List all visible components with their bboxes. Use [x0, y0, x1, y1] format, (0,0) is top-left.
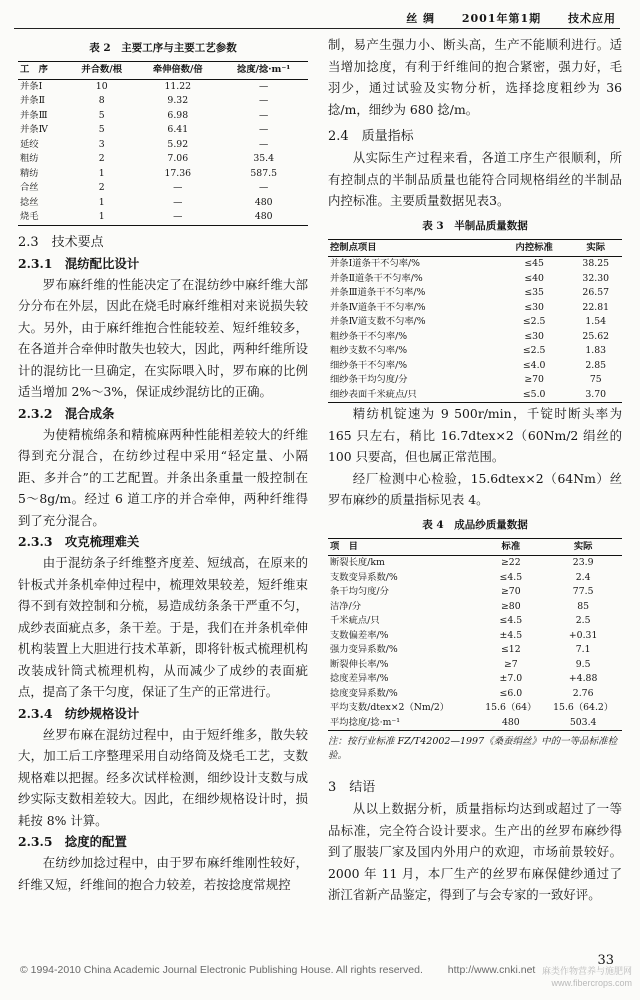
table-cell: 2.76 [572, 687, 594, 699]
section-2-3-3-title: 2.3.3 攻克梳理难关 [18, 534, 140, 549]
table-cell: ≤6.0 [499, 687, 523, 699]
right-column [328, 34, 622, 906]
section-2-3-4-paragraph: 丝罗布麻在混纺过程中，由于短纤维多，散失较大，加工后工序整理采用自动络筒及烧毛工艺，支数规格难以把握。经多次试样检测，细纱设计支数与成纱实际支数相差较大。因此，在细纱规格设计时，损耗按 8% 计算。 [18, 726, 308, 828]
table-row [328, 344, 622, 359]
table-cell: 捻度变异系数/% [330, 687, 398, 699]
table-cell: ≥7 [503, 658, 518, 670]
table-row [18, 138, 308, 153]
table-cell: 5 [98, 124, 105, 135]
table-cell: — [259, 124, 269, 135]
section-2-3-1-paragraph: 罗布麻纤维的性能决定了在混纺纱中麻纤维大部分分布在外层，因此在烧毛时麻纤维相对来说损失较大。另外，由于麻纤维抱合性能较差、短纤维较多，在各道并合牵伸时散失也较大，因此，两种纤维所设计的混纺比一旦确定，在实际喂入时，罗布麻的比例适当增加 2%～3%，保证成纱混纺比的正确。 [18, 276, 308, 399]
table-header-cell: 项 目 [328, 538, 477, 556]
table-cell: ≤40 [524, 272, 544, 284]
table-row [328, 272, 622, 287]
table2-caption: 表 2 主要工序与主要工艺参数 [89, 42, 237, 54]
table-cell: ≤4.5 [499, 615, 523, 626]
table-cell: — [259, 109, 269, 121]
table-cell: ≤45 [524, 258, 544, 269]
table-cell: 25.62 [582, 330, 610, 342]
table-cell: 并条Ⅰ道条干不匀率/% [330, 258, 421, 269]
table-row [328, 658, 622, 673]
table-cell: — [259, 138, 269, 150]
table-cell: — [259, 80, 269, 92]
table-cell: ≥80 [501, 600, 521, 612]
table-cell: ≤12 [501, 644, 521, 655]
table-cell: 587.5 [250, 167, 277, 179]
table-header-cell: 实际 [544, 538, 622, 556]
table-cell: 1 [98, 167, 105, 179]
table-cell: 17.36 [164, 167, 192, 179]
table-cell: 26.57 [582, 287, 610, 298]
table-cell: 烧毛 [18, 210, 67, 225]
table-row [328, 373, 622, 388]
left-column [18, 34, 308, 895]
table-row [328, 388, 622, 403]
table-cell: 32.30 [582, 272, 610, 284]
table-cell: 粗纺 [20, 153, 39, 164]
section-3-title: 3 结语 [328, 780, 376, 795]
table-row [18, 79, 308, 94]
table-header-cell: 控制点项目 [328, 239, 499, 257]
table-cell: 2.5 [575, 615, 591, 626]
table-cell: 平均支数/dtex×2（Nm/2） [330, 702, 450, 713]
section-2-3-4-title: 2.3.4 纺纱规格设计 [18, 705, 140, 721]
table-cell: ≤2.5 [522, 345, 546, 356]
table-cell: 延绞 [20, 138, 39, 150]
table-cell: 23.9 [572, 557, 594, 568]
running-header [384, 10, 616, 26]
table-header-cell: 牵伸倍数/倍 [136, 62, 219, 80]
table-cell: 35.4 [253, 153, 275, 164]
table-cell: 6.98 [167, 109, 189, 121]
table-row [328, 600, 622, 615]
table-cell: ≤2.5 [522, 316, 546, 327]
table-cell: 5 [98, 109, 105, 121]
table-cell: 支数变异系数/% [330, 571, 398, 583]
table-cell: 7.1 [575, 644, 591, 655]
table-cell: — [173, 196, 183, 208]
header-column: 技术应用 [568, 12, 616, 25]
table-row [18, 109, 308, 124]
table-cell: 15.6（64.2） [553, 702, 614, 713]
table-row [328, 571, 622, 586]
table-row [18, 196, 308, 211]
section-2-4-paragraph: 从实际生产过程来看，各道工序生产很顺利，所有控制点的半制品质量也能符合同规格绢丝的半制品内控标准。主要质量数据见表3。 [328, 150, 622, 208]
table-header-cell: 标准 [477, 538, 544, 556]
table-cell: 捻丝 [20, 196, 39, 208]
table-cell: ≥70 [524, 374, 544, 385]
table-cell: 9.32 [167, 95, 189, 106]
table-row [328, 614, 622, 629]
table-row [18, 181, 308, 196]
table-cell: ≤30 [524, 330, 544, 342]
copyright-footer [20, 964, 535, 976]
table-cell: 强力变异系数/% [330, 644, 398, 655]
table-cell: ≤5.0 [499, 388, 570, 403]
section-2-3-2-title: 2.3.2 混合成条 [18, 405, 115, 421]
table-cell: — [136, 210, 219, 225]
table4-note: 注：按行业标准 FZ/T42002—1997《桑蚕绢丝》中的一等品标准检验。 [328, 736, 618, 761]
footer-url[interactable]: http://www.cnki.net [447, 964, 536, 976]
section-2-3-1-title: 2.3.1 混纺配比设计 [18, 255, 140, 271]
section-2-3-title: 2.3 技术要点 [18, 234, 104, 250]
section-2-4-title: 2.4 质量指标 [328, 129, 414, 144]
table-cell: ≤35 [524, 287, 544, 298]
table-cell: 11.22 [164, 80, 192, 92]
table-cell: 2.85 [585, 359, 607, 371]
table-cell: 22.81 [582, 301, 610, 313]
table-cell: 细纱条干不匀率/% [330, 359, 408, 371]
table-cell: ≤30 [524, 301, 544, 313]
table-cell: 2 [98, 182, 105, 193]
table-cell: 并条Ⅲ道条干不匀率/% [330, 287, 426, 298]
table-cell: 2 [98, 153, 105, 164]
table-cell: 并条Ⅳ [20, 124, 48, 135]
table-row [328, 359, 622, 374]
table-cell: 7.06 [167, 153, 189, 164]
table-cell: 精纺 [20, 167, 39, 179]
table-cell: 支数偏差率/% [330, 629, 389, 641]
table-cell: 洁净/分 [330, 600, 362, 612]
table-cell: 480 [254, 196, 273, 208]
table-cell: 并条Ⅳ道支数不匀率/% [330, 316, 426, 327]
table-header-cell: 捻度/捻·m⁻¹ [219, 62, 308, 80]
table-row [328, 716, 622, 731]
table3 [328, 239, 622, 404]
table-row [18, 123, 308, 138]
header-rule [14, 28, 620, 29]
table-cell: 10 [95, 80, 108, 92]
table-cell: 480 [219, 210, 308, 225]
section-2-3-2-paragraph: 为使精梳绵条和精梳麻两种性能相差较大的纤维得到充分混合，在纺纱过程中采用“轻定量、小隔距、多并合”的工艺配置。并条出条重量一般控制在 5～8g/m。经过 6 道工序的并合牵伸，两种纤维得到了充分混合。 [18, 426, 308, 528]
table-cell: 并条Ⅱ [20, 95, 45, 106]
table-cell: — [259, 182, 269, 193]
table-cell: 1 [67, 210, 136, 225]
table-row [328, 330, 622, 345]
table-cell: 5.92 [167, 138, 189, 150]
table-row [328, 286, 622, 301]
table-row [18, 167, 308, 182]
header-issue: 2001年第1期 [461, 12, 542, 25]
page-number: 33 [597, 953, 614, 968]
section-2-3-3-paragraph: 由于混纺条子纤维整齐度差、短绒高，在原来的针板式并条机牵伸过程中，梳理效果较差，短纤维束得不到有效控制和分梳，易造成纺条条干严重不匀，成纱表面疵点多，条干差。于是，我们在并条机牵伸机构装置上大胆进行技术革新，即将针板式梳理机构改装成针筒式梳理机构，从而减少了成纱的表面疵点，提高了条干匀度，保证了生产的正常进行。 [18, 555, 308, 699]
table-cell: 9.5 [575, 658, 591, 670]
table-row [328, 687, 622, 702]
section-2-3-5-paragraph: 在纺纱加捻过程中，由于罗布麻纤维刚性较好，纤维又短，纤维间的抱合力较差，若按捻度常规控 [18, 855, 308, 892]
table-row [328, 556, 622, 571]
table-cell: 1.83 [585, 345, 607, 356]
table-cell: 2.4 [575, 571, 591, 583]
table-header-cell: 内控标准 [499, 239, 570, 257]
table-cell: ≤4.0 [522, 359, 546, 371]
table-cell: 并条Ⅰ [20, 80, 43, 92]
table-cell: 细纱表面千米疵点/只 [328, 388, 499, 403]
table-row [18, 210, 308, 225]
table-cell: 并条Ⅳ道条干不匀率/% [330, 301, 426, 313]
table-cell: ≥70 [501, 586, 521, 597]
table-row [328, 672, 622, 687]
table-header-cell: 工 序 [18, 62, 67, 80]
table-header-cell: 并合数/根 [67, 62, 136, 80]
table-cell: 3 [98, 138, 105, 150]
continued-paragraph: 制，易产生强力小、断头高，生产不能顺利进行。适当增加捻度，有利于纤维间的抱合紧密，强力好，毛羽少，通过试验及实物分析，选择捻度粗纱为 36 捻/m，细纱为 680 捻/m。 [328, 37, 622, 117]
table-cell: 断裂长度/km [330, 557, 385, 568]
table-cell: 85 [577, 600, 590, 612]
table-cell: 503.4 [544, 716, 622, 731]
table-cell: 6.41 [167, 124, 189, 135]
table-cell: — [173, 182, 183, 193]
table-row [328, 257, 622, 272]
table-cell: ≤4.5 [499, 571, 523, 583]
table4 [328, 538, 622, 732]
header-journal: 丝 绸 [406, 12, 436, 25]
table-cell: 并条Ⅲ [20, 109, 48, 121]
table-cell: 断裂伸长率/% [330, 658, 389, 670]
table-cell: — [259, 95, 269, 106]
table4-caption: 表 4 成品纱质量数据 [422, 518, 528, 531]
spindle-speed-paragraph: 精纺机锭速为 9 500r/min，千锭时断头率为 165 只左右，稍比 16.7dtex×2（60Nm/2 绢丝的 100 只要高，但也属正常范围。 [328, 406, 622, 464]
table-cell: 15.6（64） [485, 702, 537, 713]
table-cell: 3.70 [569, 388, 622, 403]
table-header-cell: 实际 [569, 239, 622, 257]
table-row [328, 585, 622, 600]
table-cell: +4.88 [568, 673, 598, 684]
table-cell: 77.5 [572, 586, 594, 597]
table-cell: ±4.5 [499, 629, 523, 641]
table-row [18, 152, 308, 167]
table-cell: 1.54 [585, 316, 607, 327]
table-cell: 条干均匀度/分 [330, 586, 389, 597]
table-cell: 千米疵点/只 [330, 615, 380, 626]
table-cell: 38.25 [582, 258, 610, 269]
copyright-text: © 1994-2010 China Academic Journal Electronic Publishing House. All rights reserved. [20, 964, 423, 976]
table-row [328, 629, 622, 644]
table-cell: 并条Ⅱ道条干不匀率/% [330, 272, 423, 284]
table2 [18, 61, 308, 226]
table-cell: 1 [98, 196, 105, 208]
table-row [328, 301, 622, 316]
table-cell: ±7.0 [499, 673, 523, 684]
table-cell: 细纱条干均匀度/分 [330, 374, 408, 385]
section-3-paragraph: 从以上数据分析，质量指标均达到或超过了一等品标准，完全符合设计要求。生产出的丝罗布麻纱得到了服装厂家及国内外用户的欢迎，市场前景较好。2000 年 11 月，本厂生产的丝罗布麻保健纱通过了浙江省新产品鉴定，得到了与会专家的一致好评。 [328, 801, 622, 902]
table3-caption: 表 3 半制品质量数据 [422, 219, 528, 232]
table-cell: 75 [589, 374, 602, 385]
watermark-line2: www.fibercrops.com [551, 978, 632, 988]
table-cell: 平均捻度/捻·m⁻¹ [328, 716, 477, 731]
table-cell: 粗纱支数不匀率/% [330, 345, 408, 356]
table-cell: 粗纱条干不匀率/% [330, 330, 408, 342]
table-cell: 480 [477, 716, 544, 731]
table-row [328, 315, 622, 330]
watermark [542, 965, 632, 989]
table-cell: 合丝 [20, 182, 39, 193]
section-2-3-5-title: 2.3.5 捻度的配置 [18, 834, 127, 849]
test-center-paragraph: 经厂检测中心检验，15.6dtex×2（64Nm）丝罗布麻纱的质量指标见表 4。 [328, 470, 622, 507]
watermark-line1: 麻类作物营养与施肥网 [541, 966, 632, 976]
table-row [18, 94, 308, 109]
table-cell: +0.31 [568, 629, 598, 641]
table-cell: ≥22 [501, 557, 521, 568]
table-cell: 捻度差异率/% [330, 673, 389, 684]
table-cell: 8 [98, 95, 105, 106]
table-row [328, 701, 622, 716]
table-row [328, 643, 622, 658]
